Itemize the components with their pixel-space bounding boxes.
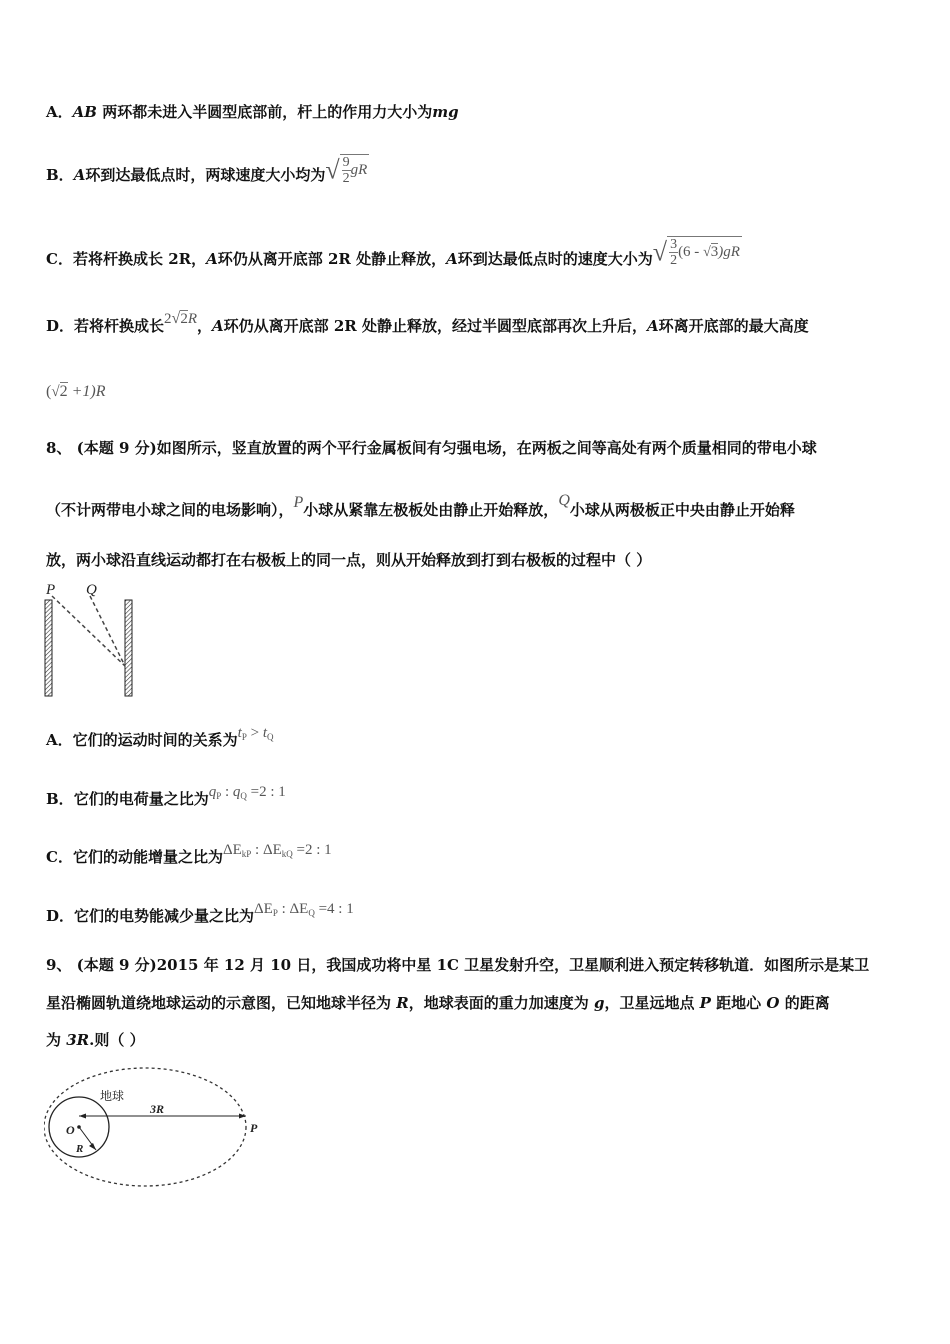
q8-option-c: C．它们的动能增量之比为$\Delta E_{kP}$ : $\Delta E_{kQ} =2$ : 1 (46, 842, 332, 866)
q7-option-c: C．若将杆换成长 2R，A环仍从离开底部 2R 处静止释放，A环到达最低点时的速度大小为√ $\frac{3}{2}$ (6 - √3)gR (46, 237, 740, 268)
fig-label-p: P (46, 582, 56, 598)
q7-option-b: B．A环到达最低点时，两球速度大小均为√ $\frac{9}{2}$ gR (46, 155, 368, 186)
q7-option-d: D．若将杆换成长2√2R，A环仍从离开底部 2R 处静止释放，经过半圆型底部再次上升后，A环离开底部的最大高度 (46, 310, 809, 335)
q9-stem-line1: 9、 (本题 9 分)2015 年 12 月 10 日，我国成功将中星 1C 卫星发射升空，卫星顺利进入预定转移轨道．如图所示是某卫 (46, 956, 870, 974)
sqrt-formula-b: √ $\frac{9}{2}$ gR (325, 155, 368, 186)
fig-label-q: Q (86, 582, 97, 598)
distance-label: 3R (150, 1102, 165, 1116)
q8-figure (40, 580, 140, 700)
sqrt-formula-c: √ $\frac{3}{2}$ (6 - √3)gR (652, 237, 740, 268)
q7-option-a: A．AB 两环都未进入半圆型底部前，杆上的作用力大小为mg (46, 103, 459, 121)
center-label: O (66, 1123, 75, 1137)
earth-label: 地球 (100, 1089, 125, 1103)
radius-label: R (76, 1143, 84, 1155)
q7-height-formula: (√2 +1)R (46, 383, 106, 400)
q8-stem-line3: 放，两小球沿直线运动都打在右极板上的同一点，则从开始释放到打到右极板的过程中（ ） (46, 551, 652, 569)
left-plate (45, 600, 52, 696)
q8-option-d: D．它们的电势能减少量之比为$\Delta E_P$ : $\Delta E_Q =4$ : 1 (46, 901, 354, 925)
right-plate (125, 600, 132, 696)
q8-stem-line1: 8、 (本题 9 分)如图所示，竖直放置的两个平行金属板间有匀强电场，在两板之间等高处有两个质量相同的带电小球 (46, 439, 817, 457)
apogee-label: P (250, 1121, 258, 1135)
q8-option-b: B．它们的电荷量之比为$q_P$ : $q_Q =2$ : 1 (46, 784, 286, 808)
q-path (90, 596, 125, 666)
q9-stem-line3: 为 3R.则（ ） (46, 1031, 145, 1049)
p-path (52, 596, 125, 666)
q9-orbit-figure (44, 1064, 274, 1189)
length-formula-d: 2√2R (164, 310, 197, 327)
q8-stem-line2: （不计两带电小球之间的电场影响），P小球从紧靠左极板处由静止开始释放，Q小球从两极板正中央由静止开始释 (46, 492, 795, 519)
q9-stem-line2: 星沿椭圆轨道绕地球运动的示意图，已知地球半径为 R，地球表面的重力加速度为 g，卫星远地点 P 距地心 O 的距离 (46, 994, 830, 1012)
q8-option-a: A．它们的运动时间的关系为$t_P > t_Q$ (46, 725, 274, 749)
